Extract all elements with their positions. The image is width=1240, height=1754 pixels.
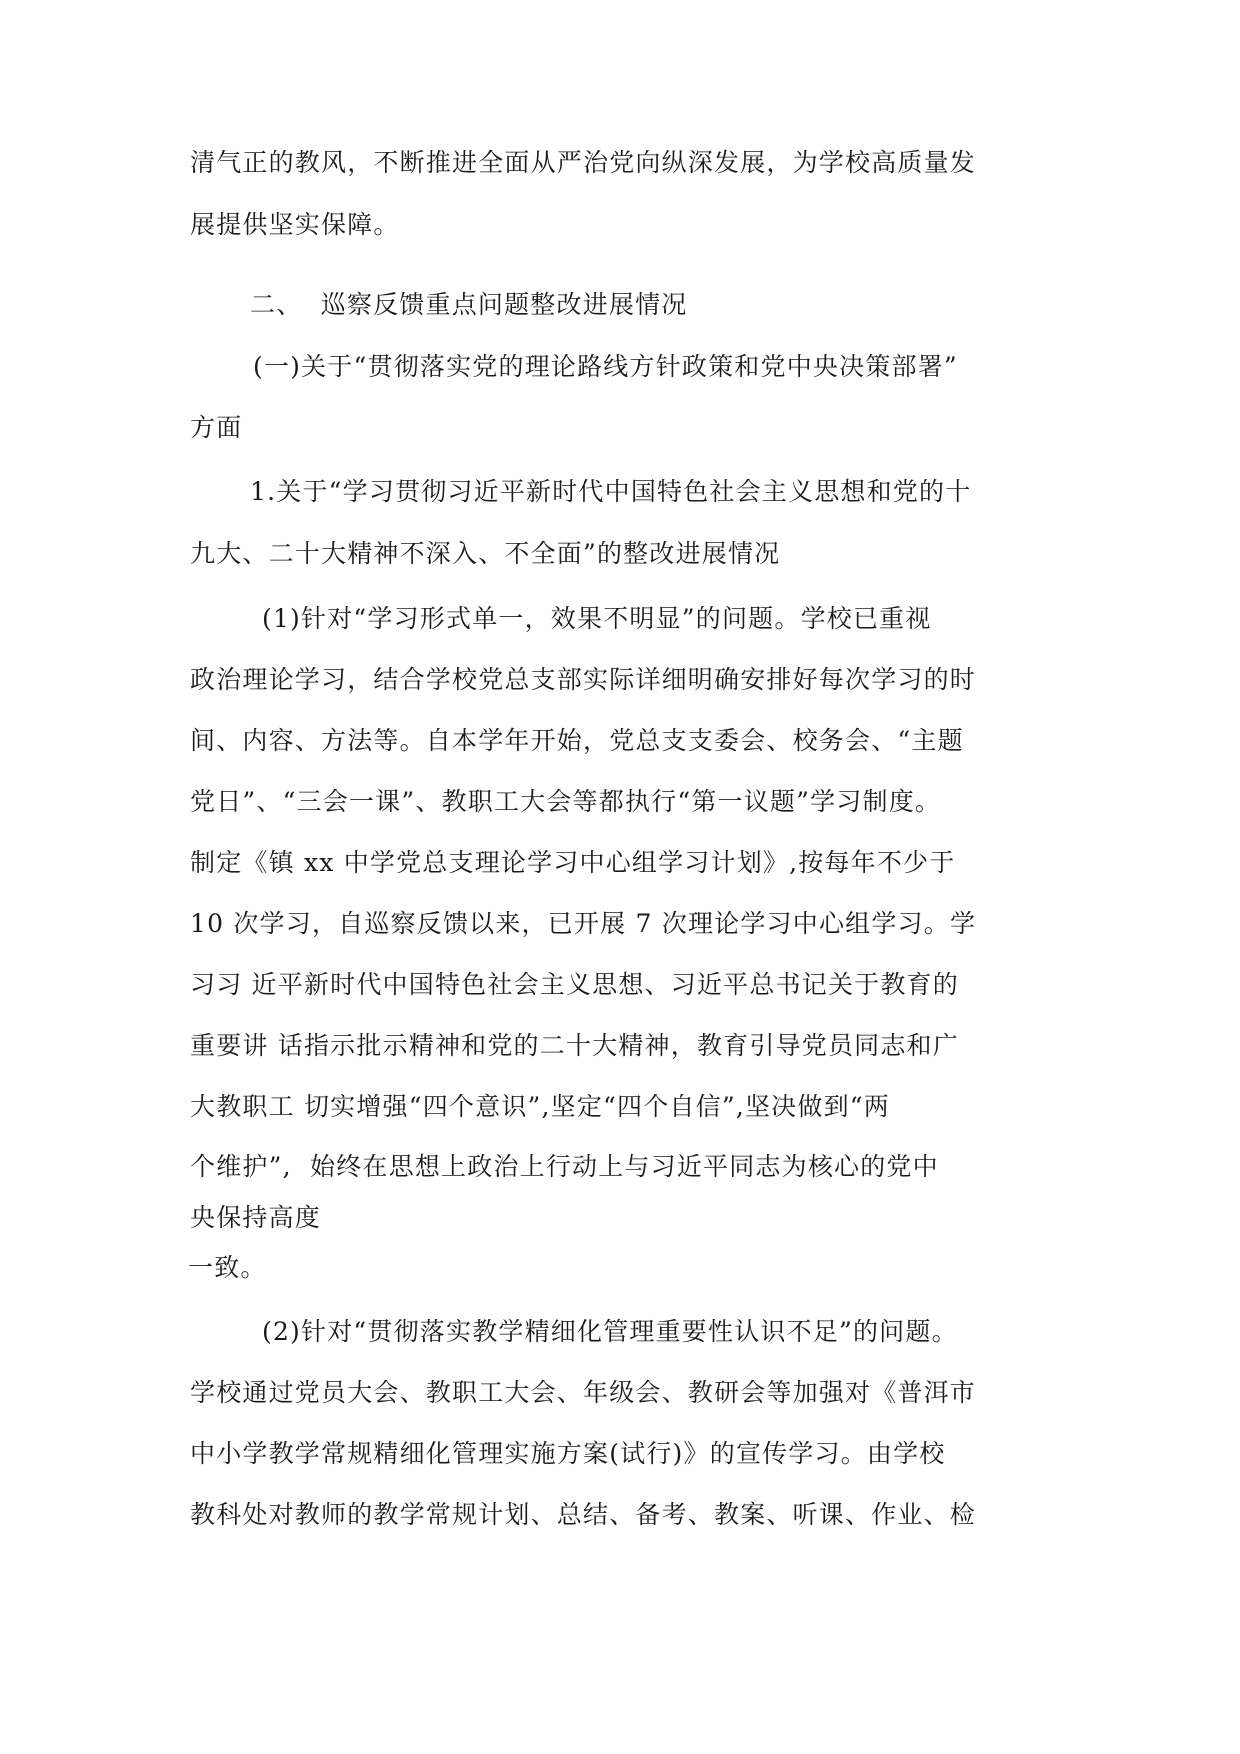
text-line: 展提供坚实保障。 [190, 210, 400, 239]
item-heading: 九大、二十大精神不深入、不全面”的整改进展情况 [190, 539, 781, 568]
text-line: 一致。 [188, 1253, 267, 1282]
text-line: 中小学教学常规精细化管理实施方案(试行)》的宣传学习。由学校 [190, 1439, 946, 1468]
text-line: 重要讲 话指示批示精神和党的二十大精神，教育引导党员同志和广 [190, 1031, 959, 1060]
text-line: (1)针对“学习形式单一，效果不明显”的问题。学校已重视 [262, 604, 932, 633]
text-line: 学校通过党员大会、教职工大会、年级会、教研会等加强对《普洱市 [190, 1378, 977, 1407]
text-line: 制定《镇 xx 中学党总支理论学习中心组学习计划》,按每年不少于 [190, 848, 956, 877]
item-heading: 1.关于“学习贯彻习近平新时代中国特色社会主义思想和党的十 [250, 477, 972, 506]
text-line: 教科处对教师的教学常规计划、总结、备考、教案、听课、作业、检 [190, 1500, 977, 1529]
text-line: 央保持高度 [190, 1203, 322, 1232]
text-line: (2)针对“贯彻落实教学精细化管理重要性认识不足”的问题。 [262, 1317, 958, 1346]
text-line: 清气正的教风，不断推进全面从严治党向纵深发展，为学校高质量发 [190, 148, 977, 177]
text-line: 政治理论学习，结合学校党总支部实际详细明确安排好每次学习的时 [190, 665, 977, 694]
text-line: 间、内容、方法等。自本学年开始，党总支支委会、校务会、“主题 [190, 726, 964, 755]
subsection-heading: (一)关于“贯彻落实党的理论路线方针政策和党中央决策部署” [253, 352, 958, 381]
text-line: 10 次学习，自巡察反馈以来，已开展 7 次理论学习中心组学习。学 [190, 909, 977, 938]
text-line: 个维护”, 始终在思想上政治上行动上与习近平同志为核心的党中 [190, 1152, 939, 1181]
section-heading: 二、 巡察反馈重点问题整改进展情况 [250, 290, 688, 319]
text-line: 习习 近平新时代中国特色社会主义思想、习近平总书记关于教育的 [190, 970, 959, 999]
subsection-heading: 方面 [190, 413, 243, 442]
text-line: 大教职工 切实增强“四个意识”,坚定“四个自信”,坚决做到“两 [190, 1092, 890, 1121]
text-line: 党日”、“三会一课”、教职工大会等都执行“第一议题”学习制度。 [190, 787, 942, 816]
